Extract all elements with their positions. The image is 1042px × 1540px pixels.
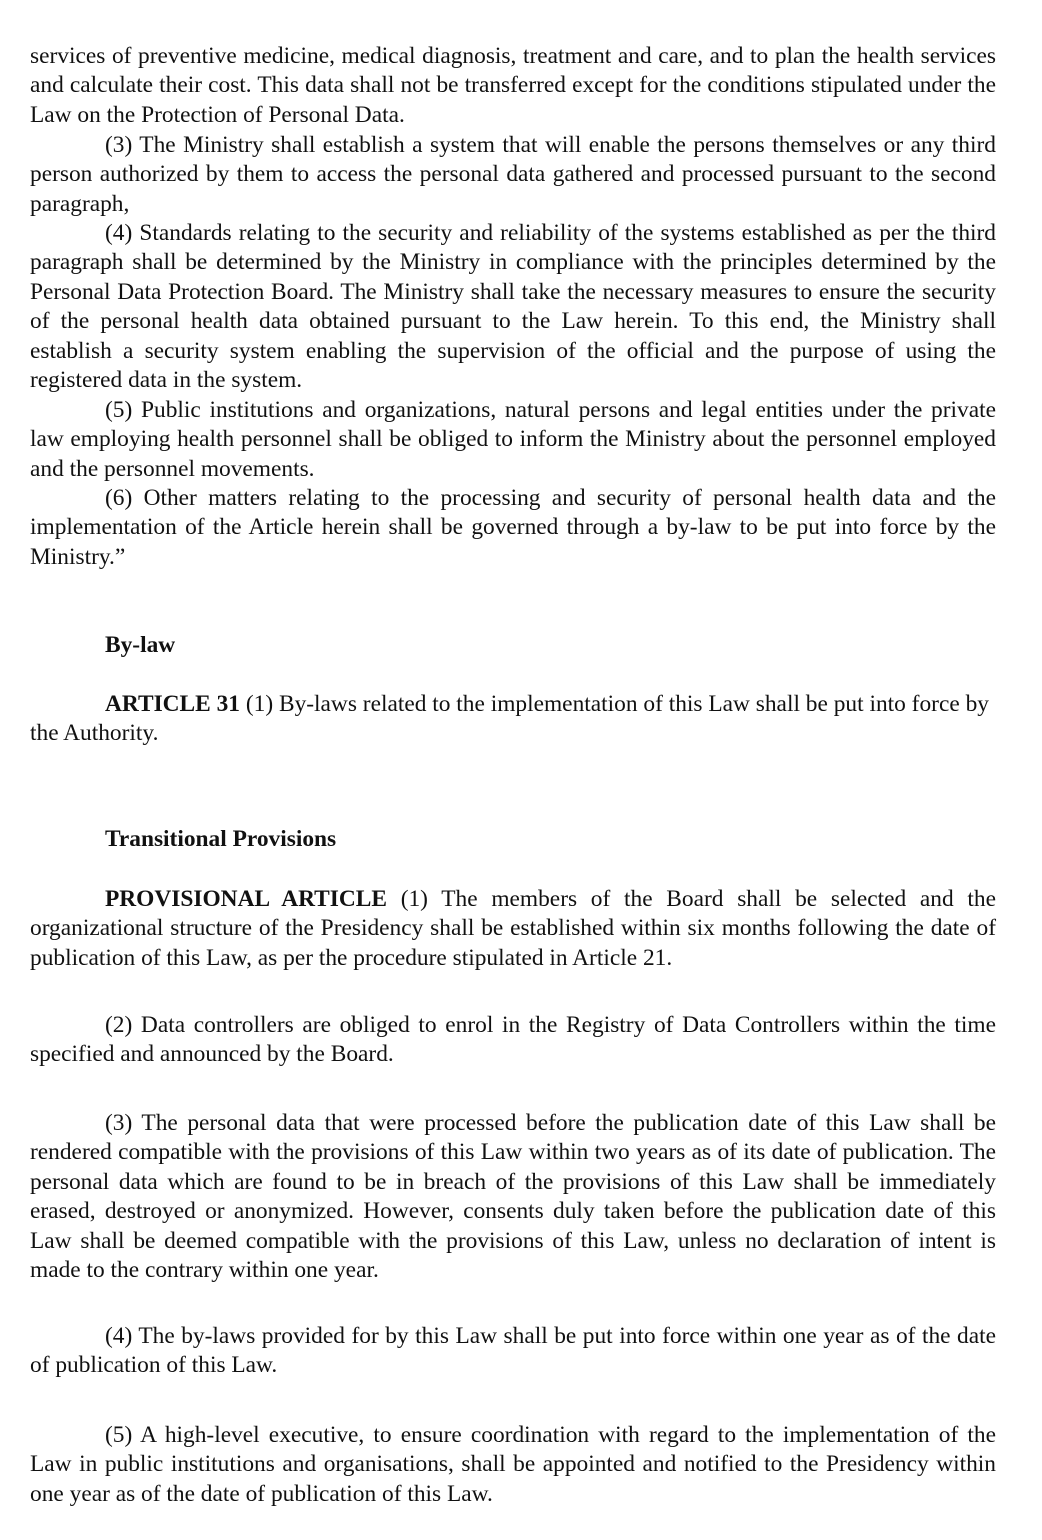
provisional-article-text: (1) The members of the Board shall be selected and the organizational structure of the Presidency shall be established within six months following the date of publication of this Law, as per the procedure stipulated in Article 21.: [30, 886, 996, 971]
provisional-paragraph-3: (3) The personal data that were processed before the publication date of this Law shall be rendered compatible with the provisions of this Law within two years as of its date of publication. The personal data which are found to be in breach of the provisions of this Law shall be immediately erased, destroyed or anonymized. However, consents duly taken before the publication date of this Law shall be deemed compatible with the provisions of this Law, unless no declaration of intent is made to the contrary within one year.: [30, 1110, 996, 1284]
paragraph-4: (4) Standards relating to the security and reliability of the systems established as per the third paragraph shall be determined by the Ministry in compliance with the principles determined by the Personal Data Protection Board. The Ministry shall take the necessary measures to ensure the security of the personal health data obtained pursuant to the Law herein. To this end, the Ministry shall establish a security system enabling the supervision of the official and the purpose of using the registered data in the system.: [30, 220, 996, 394]
provisional-paragraph-4: (4) The by-laws provided for by this Law shall be put into force within one year as of the date of publication of this Law.: [30, 1323, 996, 1379]
article-31-paragraph: [30, 690, 996, 749]
continuation-paragraph: services of preventive medicine, medical diagnosis, treatment and care, and to plan the health services and calculate their cost. This data shall not be transferred except for the conditions stipulated under the Law on the Protection of Personal Data.: [30, 43, 996, 128]
bylaw-heading: By-law: [105, 632, 176, 658]
provisional-paragraph-5: (5) A high-level executive, to ensure coordination with regard to the implementation of the Law in public institutions and organisations, shall be appointed and notified to the Presidency within one year as of the date of publication of this Law.: [30, 1422, 996, 1507]
provisional-article-label: PROVISIONAL ARTICLE: [105, 886, 387, 912]
article-31-label: ARTICLE 31: [105, 691, 240, 717]
paragraph-5: (5) Public institutions and organizations, natural persons and legal entities under the private law employing health personnel shall be obliged to inform the Ministry about the personnel employed and the personnel movements.: [30, 397, 996, 482]
paragraph-6: (6) Other matters relating to the processing and security of personal health data and the implementation of the Article herein shall be governed through a by-law to be put into force by the Ministry.”: [30, 485, 996, 570]
provisional-paragraph-2: (2) Data controllers are obliged to enrol in the Registry of Data Controllers within the time specified and announced by the Board.: [30, 1012, 996, 1068]
article-31-text: (1) By-laws related to the implementation of this Law shall be put into force by the Authority.: [30, 691, 989, 747]
paragraph-3: (3) The Ministry shall establish a system that will enable the persons themselves or any third person authorized by them to access the personal data gathered and processed pursuant to the second paragraph,: [30, 132, 996, 217]
transitional-provisions-heading: Transitional Provisions: [105, 826, 337, 852]
provisional-article-paragraph-1: [30, 885, 996, 973]
